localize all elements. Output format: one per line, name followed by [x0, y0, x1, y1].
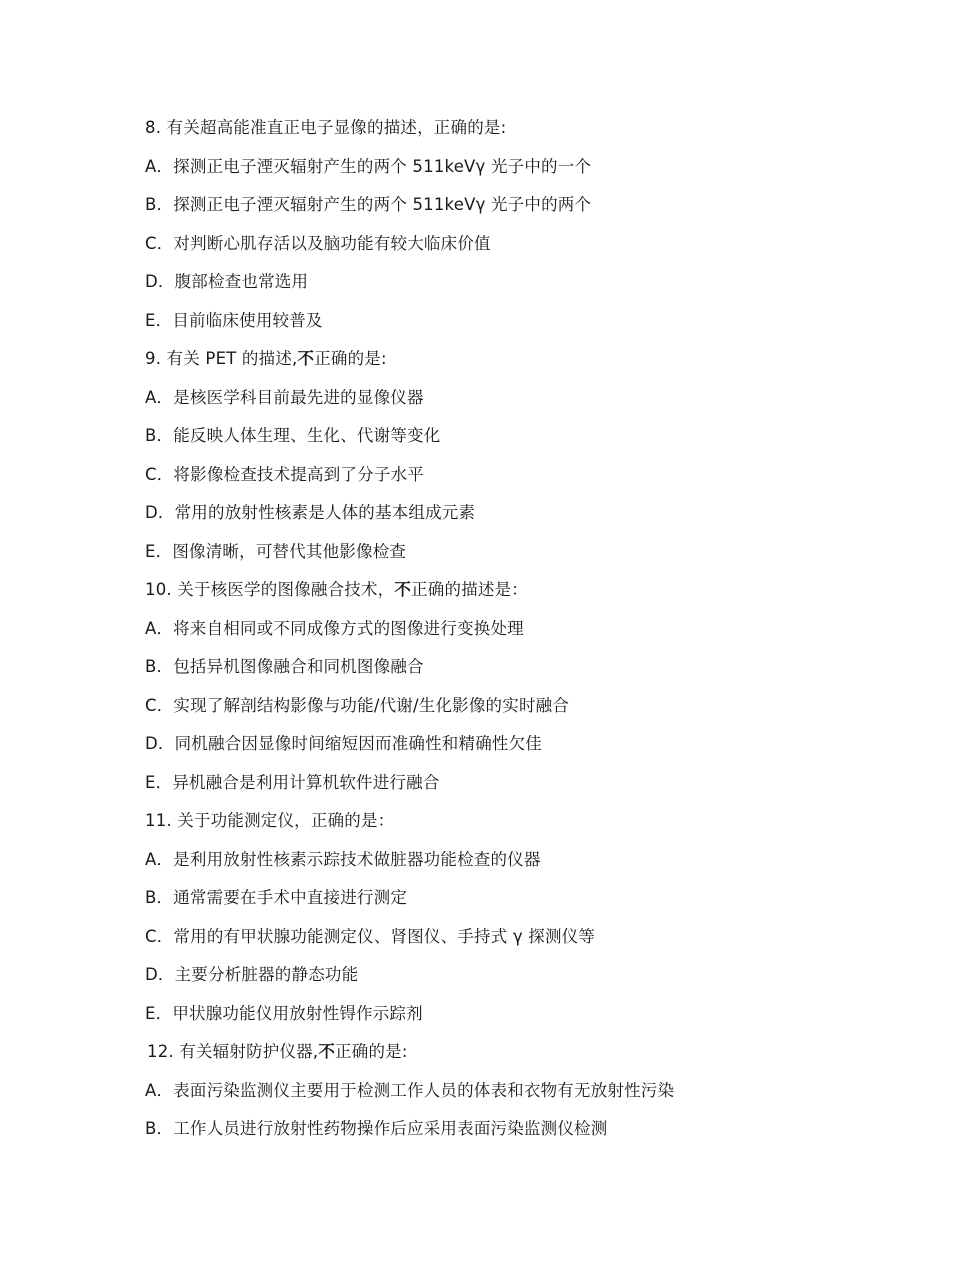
answer-option: A．将来自相同或不同成像方式的图像进行变换处理: [145, 618, 524, 638]
question-stem-text: 正确的是:: [335, 1042, 408, 1061]
question-stem: [145, 346, 945, 385]
negation-emphasis: 不: [297, 349, 315, 368]
question-list: [145, 115, 945, 1155]
question-stem-text: 8. 有关超高能准直正电子显像的描述，正确的是:: [145, 118, 507, 137]
answer-option: C．常用的有甲状腺功能测定仪、肾图仪、手持式 γ 探测仪等: [145, 926, 596, 946]
answer-option: C．对判断心肌存活以及脑功能有较大临床价值: [145, 233, 491, 253]
question-stem-text: 正确的描述是：: [411, 580, 528, 599]
answer-option: B．通常需要在手术中直接进行测定: [145, 888, 408, 907]
question-stem-text: 10. 关于核医学的图像融合技术，: [145, 580, 395, 599]
answer-option: A．是核医学科目前最先进的显像仪器: [145, 387, 424, 407]
question-stem-text: 9. 有关 PET 的描述,: [145, 349, 298, 368]
question-stem-text: 11. 关于功能测定仪，正确的是：: [145, 811, 395, 830]
answer-option: E．异机融合是利用计算机软件进行融合: [145, 772, 440, 792]
answer-option: A．表面污染监测仪主要用于检测工作人员的体表和衣物有无放射性污染: [145, 1080, 675, 1100]
answer-option: A．探测正电子湮灭辐射产生的两个 511keVγ 光子中的一个: [145, 156, 592, 176]
answer-option: D．主要分析脏器的静态功能: [145, 965, 359, 984]
negation-emphasis: 不: [394, 580, 412, 599]
answer-option: D．腹部检查也常选用: [145, 272, 309, 291]
answer-option: B．能反映人体生理、生化、代谢等变化: [145, 426, 441, 445]
answer-option: B．探测正电子湮灭辐射产生的两个 511keVγ 光子中的两个: [145, 195, 592, 214]
question-stem-text: 正确的是:: [314, 349, 387, 368]
answer-option: E．甲状腺功能仪用放射性锝作示踪剂: [145, 1003, 423, 1023]
answer-option: E．目前临床使用较普及: [145, 310, 323, 330]
question-stem: [145, 577, 945, 616]
question-stem-text: 12. 有关辐射防护仪器,: [147, 1042, 319, 1061]
question-stem: [145, 1039, 945, 1078]
answer-option: D．常用的放射性核素是人体的基本组成元素: [145, 503, 476, 522]
question-stem: [145, 808, 945, 847]
answer-option: E．图像清晰，可替代其他影像检查: [145, 541, 407, 561]
answer-option: B．工作人员进行放射性药物操作后应采用表面污染监测仪检测: [145, 1119, 608, 1138]
answer-option: A．是利用放射性核素示踪技术做脏器功能检查的仪器: [145, 849, 541, 869]
answer-option: D．同机融合因显像时间缩短因而准确性和精确性欠佳: [145, 734, 543, 753]
negation-emphasis: 不: [318, 1042, 336, 1061]
answer-option: B．包括异机图像融合和同机图像融合: [145, 657, 424, 676]
answer-option: C．将影像检查技术提高到了分子水平: [145, 464, 424, 484]
question-stem: [145, 115, 945, 154]
answer-option: C．实现了解剖结构影像与功能/代谢/生化影像的实时融合: [145, 695, 570, 715]
